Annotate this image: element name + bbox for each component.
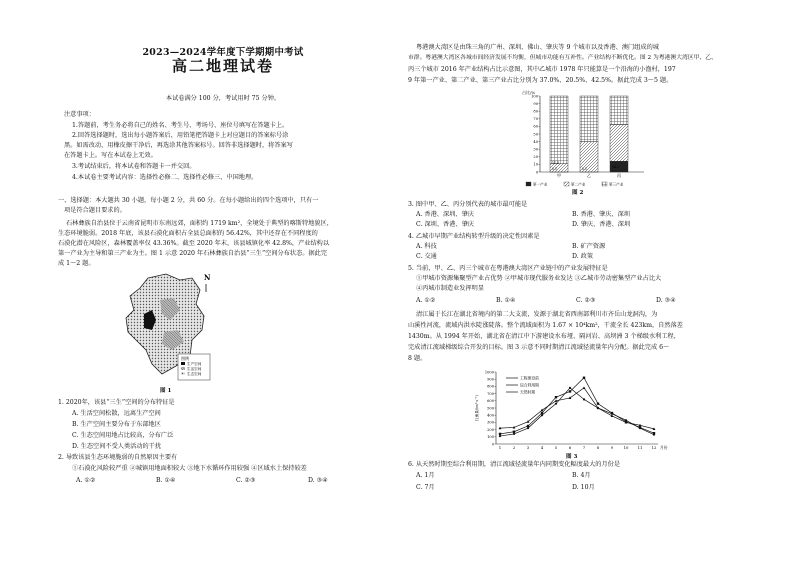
y-tick-label: 90	[533, 101, 538, 106]
legend-label: 第三产业	[609, 182, 624, 187]
x-tick-label: 3	[526, 445, 530, 450]
bar-segment	[610, 125, 628, 162]
data-point	[569, 390, 571, 392]
data-point	[583, 398, 585, 400]
x-tick-label: 5	[554, 445, 558, 450]
data-point	[639, 427, 641, 429]
q1-option-a[interactable]: A. 生活空间松散，远离生产空间	[72, 410, 161, 417]
passage2-line: 山溪性河流，流域内洪水陡涨陡落。整个流域面积为 1.67 × 10⁴km²，干流全长 423km，自然落差	[408, 322, 683, 329]
data-point	[583, 386, 586, 389]
y-tick-label: 100	[531, 94, 538, 99]
data-point	[611, 413, 613, 415]
y-tick-label: 600	[487, 399, 494, 404]
y-tick-label: 300	[487, 420, 494, 425]
q3-option-d[interactable]: D. 肇庆、香港、深圳	[572, 221, 631, 228]
x-tick-label: 1	[498, 445, 502, 450]
legend-label: 第二产业	[571, 182, 586, 187]
y-tick-label: 700	[487, 391, 494, 396]
passage-line: 石林彝族自治县位于云南省昆明市东南远郊，面积约 1719 km²，全境处于典型的喀斯特地貌区，	[66, 220, 333, 227]
q4-stem: 4. 乙城市早期产业结构转型升级的决定性因素是	[408, 233, 540, 240]
q6-option-c[interactable]: C. 7月	[416, 484, 435, 491]
data-label: 11.5	[552, 161, 560, 165]
q6-option-b[interactable]: B. 4月	[572, 472, 591, 479]
figure-2-bar-chart	[520, 90, 648, 190]
y-tick-label: 200	[487, 427, 494, 432]
q5-items: ④丙城市制造业发挥明显	[416, 285, 485, 292]
x-tick-label: 8	[596, 445, 600, 450]
data-point	[597, 407, 599, 409]
subject-title: 高二地理试卷	[171, 57, 274, 75]
x-tick-label: 11	[637, 445, 643, 450]
q1-option-d[interactable]: D. 生态空间不受人类活动的干扰	[72, 443, 162, 450]
x-tick-label: 乙	[587, 173, 591, 178]
q1-option-b[interactable]: B. 生产空间主要分布于东部地区	[72, 421, 161, 428]
y-tick-label: 70	[533, 117, 538, 122]
y-tick-label: 900	[487, 377, 494, 382]
y-tick-label: 10	[533, 162, 538, 167]
data-point	[499, 435, 501, 437]
notice-item: 2.回答选择题时，选出每小题答案后，用铅笔把答题卡上对应题目的答案标号涂	[72, 132, 289, 139]
data-point	[499, 433, 501, 435]
notice-item: 在答题卡上。写在本试卷上无效。	[64, 152, 157, 159]
y-tick-label: 100	[487, 435, 494, 440]
notice-heading: 注意事项：	[64, 111, 95, 118]
legend-label: 工程建设前	[520, 375, 539, 381]
notice-item: 4.本试卷主要考试内容：选择性必修二、选择性必修三、中国地理。	[72, 174, 258, 181]
x-tick-label: 6	[568, 445, 572, 450]
data-point	[555, 403, 557, 405]
left-column	[58, 0, 388, 561]
y-tick-label: 800	[487, 384, 494, 389]
data-label: 0.1	[552, 167, 558, 171]
passage-line: 生态环境脆弱。2018 年底，该县石漠化面积占全县总面积的 56.42%，其中还存在不同程度的	[58, 230, 318, 237]
notice-item: 黑。如需改动，用橡皮擦干净后，再选涂其他答案标号。回答非选择题时，将答案写	[64, 142, 293, 149]
map-legend-ecology: 生态空间	[187, 372, 202, 376]
section-heading: 一、选择题：本大题共 30 小题，每小题 2 分，共 60 分。在每小题给出的四个选项中，只有一	[58, 197, 319, 204]
data-point	[527, 425, 529, 427]
y-tick-label: 0	[491, 442, 494, 447]
passage-line: 市群。粤港澳大湾区各城市间经济发展不均衡，但城市功能有互补性。产业结构不断优化。图 2 为粤港澳大湾区甲、乙、	[408, 55, 717, 61]
q4-option-d[interactable]: D. 政策	[572, 253, 594, 260]
y-tick-label: 400	[487, 413, 494, 418]
figure-1-map	[118, 270, 212, 382]
passage2-line: 1430m。从 1994 年开始，湖北省在清江中下游建设水布垭、隔河岩、高坝洲 3 个梯级水利工程，	[408, 333, 680, 340]
figure-3-caption: 图 3	[566, 454, 578, 460]
passage-line: 第一产业为主导和第三产业为主。图 1 示意 2020 年石林彝族自治县“三生”空间分布状态。据此完	[58, 250, 327, 257]
legend-swatch	[602, 182, 607, 186]
data-point	[513, 433, 515, 435]
y-tick-label: 50	[533, 132, 538, 137]
x-tick-label: 2	[512, 445, 516, 450]
q4-option-b[interactable]: B. 矿产资源	[572, 243, 606, 250]
data-label: 0.1	[582, 167, 588, 171]
x-tick-label: 10	[623, 445, 629, 450]
bar-segment	[580, 96, 598, 142]
q3-option-b[interactable]: B. 香港、肇庆、深圳	[572, 211, 630, 218]
data-point	[625, 419, 627, 421]
exam-title: 2023—2024学年度下学期期中考试	[142, 47, 304, 58]
map-legend-title: 图例	[181, 356, 189, 361]
passage-line: 丙三个城市 2016 年产业结构占比示意图，其中乙城市 1978 年只能算是一个沿海的小渔村，197	[408, 66, 676, 73]
data-point	[541, 414, 543, 416]
q2-items: ①石漠化风险较严重 ②城镇用地面积较大 ③地下水循环作用较强 ④区域水土保持较差	[72, 465, 307, 472]
passage-line: 石漠化潜在风险区，森林覆盖率仅 43.36%。截至 2020 年末，该县城镇化率 42.8%，产业结构以	[58, 240, 330, 247]
q2-option-d[interactable]: D. ③④	[308, 477, 328, 484]
passage-line: 9 年第一产业、第二产业、第三产业占比分别为 37.0%、20.5%、42.5%。据此完成 3～5 题。	[408, 77, 673, 84]
q3-option-c[interactable]: C. 深圳、香港、肇庆	[416, 221, 474, 228]
q5-items: ①甲城市资源集聚型产业占优势 ②甲城市现代服务业发达 ③乙城市劳动密集型产业占比大	[416, 275, 662, 282]
x-tick-label: 4	[540, 445, 544, 450]
map-legend-living: 生活空间	[187, 367, 202, 371]
q3-stem: 3. 图中甲、乙、丙分别代表的城市最可能是	[408, 201, 528, 208]
data-point	[527, 427, 529, 429]
score-note: 本试卷满分 100 分，考试用时 75 分钟。	[165, 95, 281, 102]
section-heading-cont: 项是符合题目要求的。	[64, 207, 126, 214]
q6-option-d[interactable]: D. 10月	[572, 484, 595, 491]
y-tick-label: 30	[533, 147, 538, 152]
bar-segment	[550, 96, 568, 163]
q2-stem: 2. 导致该县生态环境脆弱的自然原因主要有	[58, 454, 178, 461]
data-point	[541, 412, 543, 414]
q5-stem: 5. 当前，甲、乙、丙三个城市在粤港澳大湾区产业链中的产业发展特征是	[408, 265, 608, 272]
north-arrow: N	[204, 273, 211, 282]
q4-option-c[interactable]: C. 交通	[416, 253, 437, 260]
legend-label: 天然时期	[520, 389, 536, 395]
data-point	[597, 402, 599, 404]
q1-option-c[interactable]: C. 生态空间用地占比较高，分布广泛	[72, 432, 174, 439]
y-tick-label: 20	[533, 155, 538, 160]
q2-option-c[interactable]: C. ②③	[236, 477, 256, 484]
x-axis-label: 月份	[660, 445, 668, 450]
passage-line: 粤港澳大湾区是由珠三角的广州、深圳、佛山、肇庆等 9 个城市以及香港、澳门组成的城	[416, 44, 659, 51]
data-point	[583, 377, 585, 379]
legend-swatch	[526, 182, 531, 186]
x-tick-label: 12	[651, 445, 657, 450]
q4-option-a[interactable]: A. 科技	[416, 243, 437, 250]
data-point	[513, 431, 515, 433]
x-tick-label: 丙	[617, 173, 621, 178]
data-point	[555, 396, 557, 398]
q5-option-c[interactable]: C. ②③	[576, 297, 596, 304]
q5-option-a[interactable]: A. ①②	[416, 297, 436, 304]
data-label: 14.2	[612, 165, 620, 169]
q5-option-d[interactable]: D. ③④	[656, 297, 676, 304]
y-tick-label: 500	[487, 406, 494, 411]
passage-line: 成 1～2 题。	[58, 260, 95, 267]
q2-option-b[interactable]: B. ①④	[156, 477, 176, 484]
bar-segment	[610, 96, 628, 125]
passage2-line: 完成清江流域梯级综合开发的目标。图 3 示意不同时期清江流域径流量年内分配。据此完成 6～	[408, 344, 670, 351]
y-axis-label: 占比/%	[522, 90, 536, 95]
y-tick-label: 60	[533, 124, 538, 129]
series-line	[500, 388, 654, 436]
passage2-line: 清江属于长江在湖北省境内的第二大支流，发源于湖北省西南部利川市齐岳山龙洞沟，为	[416, 311, 658, 318]
y-tick-label: 40	[533, 139, 538, 144]
q6-option-a[interactable]: A. 1月	[416, 472, 435, 479]
data-point	[541, 409, 544, 412]
q5-option-b[interactable]: B. ①④	[496, 297, 516, 304]
passage2-line: 8 题。	[408, 355, 427, 362]
x-tick-label: 7	[582, 445, 586, 450]
legend-label: 第一产业	[533, 182, 548, 187]
x-tick-label: 9	[610, 445, 614, 450]
data-point	[569, 387, 571, 389]
y-axis-label: 径流量/(m³·s⁻¹)	[475, 395, 479, 421]
notice-item: 1.答题前，考生务必将自己的姓名、考生号、考场号、座位号填写在答题卡上。	[72, 122, 289, 129]
x-tick-label: 甲	[557, 173, 561, 178]
y-tick-label: 1000	[484, 370, 494, 375]
q2-option-a[interactable]: A. ①②	[76, 477, 96, 484]
y-tick-label: 0	[535, 170, 538, 175]
figure-2-caption: 图 2	[572, 190, 584, 196]
q3-option-a[interactable]: A. 香港、深圳、肇庆	[416, 211, 474, 218]
legend-swatch	[564, 182, 569, 186]
data-point	[653, 434, 655, 436]
figure-1-caption: 图 1	[160, 388, 172, 394]
notice-item: 3.考试结束后，将本试卷和答题卡一并交回。	[72, 163, 196, 170]
legend-label: 综合利用期	[520, 382, 539, 388]
right-column	[408, 0, 744, 561]
y-tick-label: 80	[533, 109, 538, 114]
figure-3-line-chart	[472, 368, 672, 454]
map-legend-production: 生产空间	[187, 362, 202, 366]
q1-stem: 1. 2020年，该县“三生”空间的分布特征是	[58, 399, 175, 406]
q6-stem: 6. 从天然时期至综合利用期，清江流域径流量年内同期变化幅度最大的月份是	[408, 461, 621, 468]
